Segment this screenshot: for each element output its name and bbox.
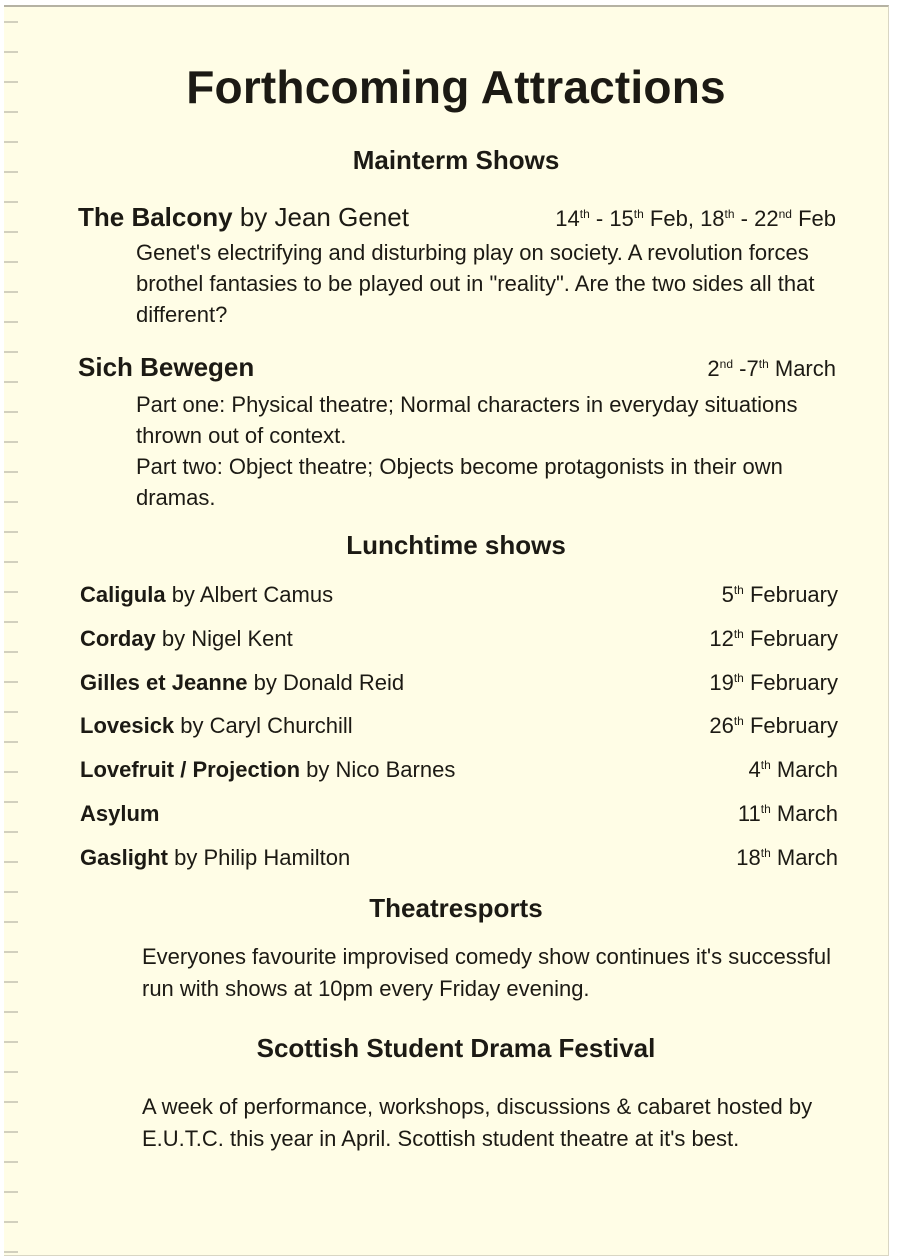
show-date (738, 801, 838, 827)
description-line: Part two: Object theatre; Objects become protagonists in their own dramas. (136, 454, 783, 510)
show-author: by Philip Hamilton (168, 844, 351, 870)
date-day: 22 (754, 206, 779, 231)
lunchtime-heading: Lunchtime shows (346, 530, 566, 560)
show-author: by Nigel Kent (155, 625, 293, 651)
list-item (80, 757, 838, 801)
date-month: March (770, 844, 838, 870)
date-suffix: th (758, 357, 769, 371)
lunchtime-list (80, 582, 838, 889)
date-sep: - (733, 356, 747, 381)
show-title: Gaslight (80, 844, 169, 870)
date-month: March (770, 757, 838, 783)
perforated-edge (4, 7, 18, 1255)
list-item (80, 582, 838, 626)
date-day: 7 (746, 356, 759, 381)
description-line: Part one: Physical theatre; Normal characters in everyday situations thrown out of context. (136, 392, 798, 448)
date-sep: Feb (791, 206, 836, 231)
date-suffix: th (724, 207, 735, 221)
show-name (80, 670, 404, 696)
date-suffix: th (760, 845, 771, 860)
show-date (709, 713, 838, 739)
theatresports-heading: Theatresports (369, 893, 543, 923)
show-name (80, 845, 350, 871)
date-sep: Feb, (643, 206, 701, 231)
festival-heading: Scottish Student Drama Festival (256, 1033, 656, 1063)
date-day: 19 (709, 669, 734, 695)
date-month: February (743, 713, 838, 739)
date-suffix: nd (719, 357, 734, 371)
date-suffix: th (760, 801, 771, 816)
list-item (80, 626, 838, 670)
date-suffix: th (733, 714, 744, 729)
show-name (80, 713, 353, 739)
date-suffix: nd (778, 207, 792, 221)
date-day: 4 (748, 757, 761, 783)
show-name (78, 202, 409, 233)
theatresports-text: Everyones favourite improvised comedy show continues it's successful run with shows at 10pm every Friday evening. (142, 944, 831, 1001)
show-date (709, 626, 838, 652)
show-date (722, 582, 838, 608)
date-month: March (770, 800, 838, 826)
list-item (80, 713, 838, 757)
show-author: by Caryl Churchill (174, 713, 353, 739)
date-sep: - (589, 206, 610, 231)
date-suffix: th (579, 207, 590, 221)
show-name (78, 352, 254, 383)
mainterm-heading: Mainterm Shows (352, 145, 560, 175)
date-sep: - (734, 206, 755, 231)
mainterm-show-row (78, 352, 836, 383)
show-name (80, 626, 293, 652)
show-title: Sich Bewegen (78, 352, 255, 382)
show-title: Corday (80, 625, 156, 651)
mainterm-show-row (78, 202, 836, 233)
date-suffix: th (733, 670, 744, 685)
show-title: The Balcony (78, 202, 233, 232)
show-name (80, 582, 333, 608)
date-day: 2 (707, 356, 720, 381)
show-author: by Jean Genet (232, 202, 409, 232)
show-title: Asylum (80, 800, 160, 826)
show-title: Caligula (80, 582, 166, 607)
date-day: 5 (721, 582, 734, 607)
show-author: by Nico Barnes (300, 757, 456, 783)
date-suffix: th (760, 758, 771, 773)
show-author: by Donald Reid (247, 669, 405, 695)
show-title: Gilles et Jeanne (80, 669, 248, 695)
show-name (80, 801, 159, 827)
show-date (748, 757, 838, 783)
date-day: 26 (709, 713, 734, 739)
date-day: 18 (700, 206, 725, 231)
show-date (709, 670, 838, 696)
show-date (736, 845, 838, 871)
date-day: 11 (737, 800, 761, 826)
list-item (80, 670, 838, 714)
show-description (136, 389, 836, 513)
show-description: Genet's electrifying and disturbing play on society. A revolution forces brothel fantasies to be played out in "reality". Are the two sides all that different? (136, 240, 815, 327)
list-item (80, 845, 838, 889)
show-dates (555, 206, 836, 232)
date-month: February (743, 669, 838, 695)
show-dates (707, 356, 836, 382)
date-day: 18 (736, 844, 761, 870)
list-item (80, 801, 838, 845)
date-month: February (743, 582, 838, 607)
show-author: by Albert Camus (165, 582, 334, 607)
date-day: 15 (609, 206, 634, 231)
date-month: February (743, 625, 838, 651)
page-title: Forthcoming Attractions (186, 61, 726, 113)
show-name (80, 757, 455, 783)
show-title: Lovefruit / Projection (80, 757, 301, 783)
date-suffix: th (733, 583, 744, 597)
show-title: Lovesick (80, 713, 175, 739)
date-day: 12 (709, 625, 734, 651)
date-suffix: th (633, 207, 644, 221)
date-day: 14 (555, 206, 580, 231)
festival-text: A week of performance, workshops, discussions & cabaret hosted by E.U.T.C. this year in April. Scottish student theatre at it's best. (142, 1094, 813, 1151)
date-suffix: th (733, 626, 744, 641)
date-sep: March (768, 356, 836, 381)
